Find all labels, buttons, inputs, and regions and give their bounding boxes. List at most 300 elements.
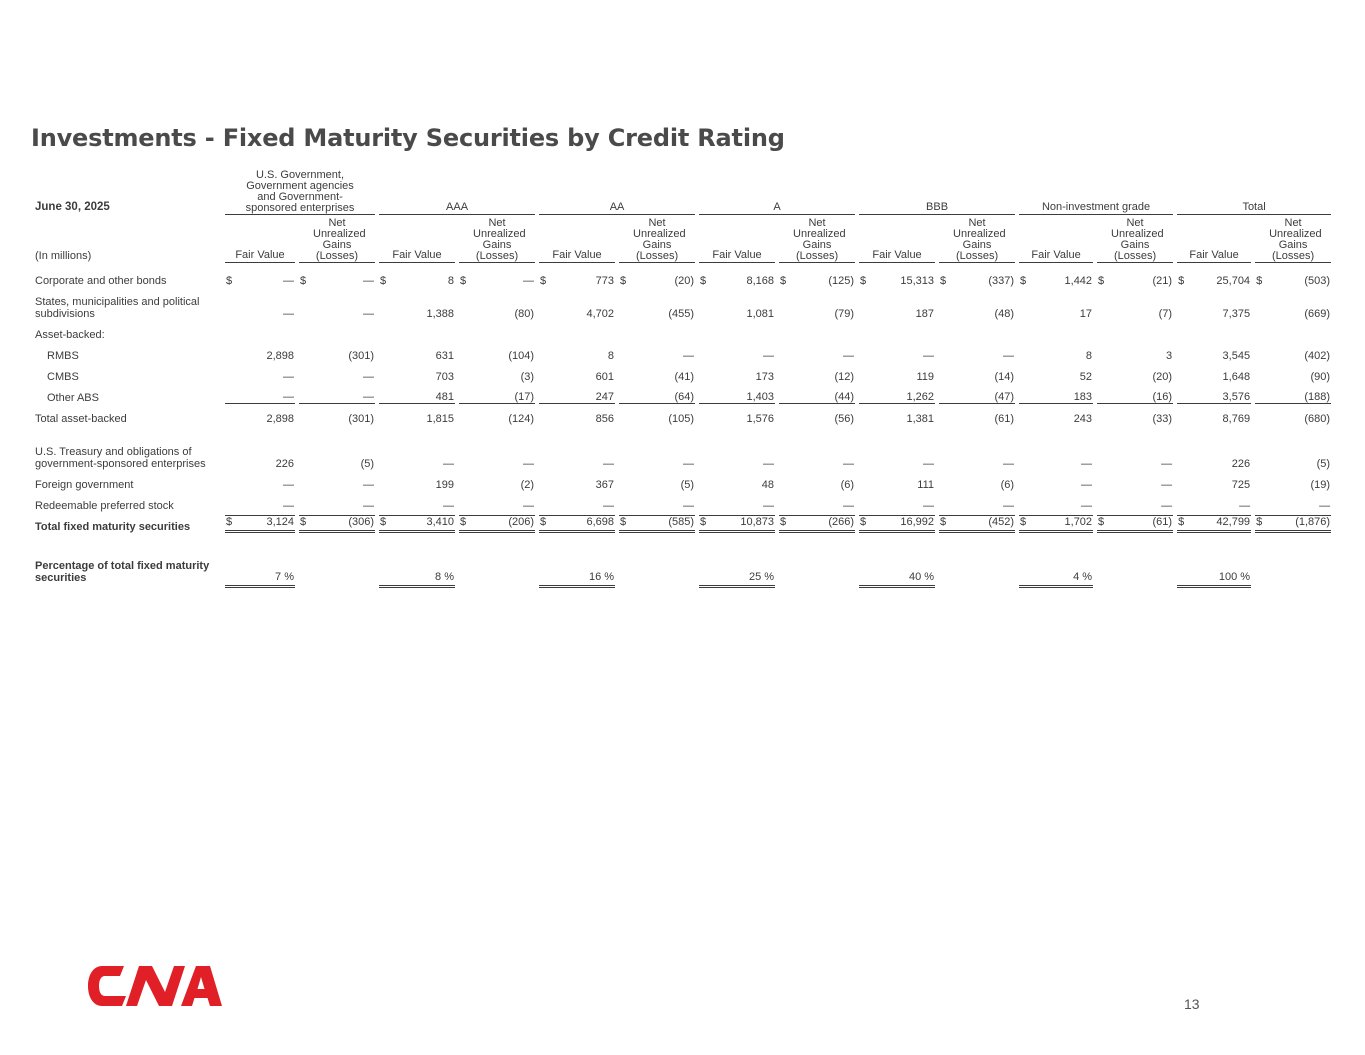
units-label: (In millions) (35, 250, 92, 262)
currency-symbol: $ (540, 516, 547, 528)
value-cell (697, 491, 777, 512)
sub-header-label: Fair Value (859, 250, 935, 263)
value-cell (297, 512, 377, 533)
cell-value: 3,124 (266, 516, 294, 528)
row-label: Total asset-backed (35, 413, 127, 425)
cell-value: 1,442 (1064, 275, 1093, 287)
cell-value: 10,873 (740, 516, 775, 528)
credit-rating-table (35, 170, 1333, 588)
cell-value: 1,403 (746, 391, 775, 403)
sub-header-row (35, 218, 1333, 266)
currency-symbol: $ (300, 275, 307, 287)
cell-value: (61) (1152, 516, 1173, 528)
table-row (35, 512, 1333, 533)
cell-value: 8,769 (1222, 413, 1251, 425)
value-cell (1095, 404, 1175, 425)
cell-value: (79) (834, 308, 855, 320)
sub-header-label: Fair Value (699, 250, 775, 263)
row-label: States, municipalities and political subdivisions (35, 296, 200, 320)
value-cell (457, 362, 537, 383)
value-cell (857, 362, 937, 383)
cell-value: (90) (1310, 371, 1331, 383)
value-cell (1253, 362, 1333, 383)
value-cell (937, 470, 1017, 491)
table-row (35, 320, 1333, 341)
currency-symbol: $ (620, 516, 627, 528)
value-cell (1253, 404, 1333, 425)
fair-value-header (857, 218, 937, 266)
value-cell (1253, 512, 1333, 533)
value-cell (857, 383, 937, 404)
cell-value: 703 (435, 371, 455, 383)
value-cell (377, 287, 457, 320)
sub-header-label: Fair Value (539, 250, 615, 263)
value-cell (537, 341, 617, 362)
cell-value: — (763, 350, 775, 362)
sub-header-label: Net Unrealized Gains (Losses) (1255, 218, 1331, 263)
cna-logo (86, 964, 224, 1008)
sub-header-label: Fair Value (1177, 250, 1251, 263)
cell-value: — (283, 371, 294, 383)
percentage-cell (857, 551, 937, 588)
value-cell (1253, 341, 1333, 362)
value-cell (857, 341, 937, 362)
value-cell (1095, 362, 1175, 383)
cell-value: 111 (917, 479, 935, 491)
cell-value: 1,815 (426, 413, 455, 425)
cell-value: (680) (1304, 413, 1331, 425)
cell-value: (5) (680, 479, 695, 491)
cell-value: (124) (508, 413, 535, 425)
value-cell (857, 266, 937, 287)
value-cell (617, 266, 697, 287)
cell-value: 367 (595, 479, 615, 491)
cell-value: (14) (994, 371, 1015, 383)
cell-value: — (283, 275, 294, 287)
value-cell (857, 287, 937, 320)
cell-value: 4,702 (586, 308, 615, 320)
cell-value: — (1081, 500, 1093, 512)
sub-header-label: Fair Value (1019, 250, 1093, 263)
value-cell (1253, 383, 1333, 404)
value-cell (457, 320, 537, 341)
currency-symbol: $ (1178, 516, 1185, 528)
value-cell (1017, 266, 1095, 287)
cell-value: — (603, 458, 615, 470)
cell-value: — (763, 500, 775, 512)
value-cell (1175, 266, 1253, 287)
row-label: Redeemable preferred stock (35, 500, 174, 512)
cell-value: 183 (1073, 391, 1093, 403)
value-cell (777, 320, 857, 341)
empty-cell (1253, 551, 1333, 588)
value-cell (223, 266, 297, 287)
fair-value-header (223, 218, 297, 266)
cell-value: (402) (1304, 350, 1331, 362)
net-unrealized-header (297, 218, 377, 266)
value-cell (377, 266, 457, 287)
currency-symbol: $ (380, 275, 387, 287)
date-label: June 30, 2025 (35, 201, 110, 213)
value-cell (1017, 383, 1095, 404)
value-cell (1017, 404, 1095, 425)
value-cell (1017, 287, 1095, 320)
value-cell (377, 512, 457, 533)
value-cell (1095, 341, 1175, 362)
value-cell (537, 362, 617, 383)
cell-value: — (283, 391, 294, 403)
currency-symbol: $ (860, 516, 867, 528)
currency-symbol: $ (380, 516, 387, 528)
currency-symbol: $ (226, 275, 233, 287)
percentage-value: 16 % (588, 571, 615, 583)
empty-cell (777, 551, 857, 588)
percentage-cell (697, 551, 777, 588)
value-cell (223, 491, 297, 512)
value-cell (697, 470, 777, 491)
value-cell (223, 437, 297, 470)
cell-value: — (683, 500, 695, 512)
cell-value: (337) (988, 275, 1015, 287)
sub-header-label: Net Unrealized Gains (Losses) (939, 218, 1015, 263)
cell-value: 3 (1165, 350, 1173, 362)
currency-symbol: $ (1178, 275, 1185, 287)
cell-value: (5) (1316, 458, 1331, 470)
row-label: U.S. Treasury and obligations of government-sponsored enterprises (35, 446, 206, 470)
percentage-value: 4 % (1073, 571, 1093, 583)
cell-value: 631 (435, 350, 455, 362)
value-cell (1095, 266, 1175, 287)
currency-symbol: $ (620, 275, 627, 287)
value-cell (697, 320, 777, 341)
percentage-value: 25 % (748, 571, 775, 583)
value-cell (937, 266, 1017, 287)
cell-value: (125) (828, 275, 855, 287)
value-cell (777, 437, 857, 470)
value-cell (1175, 404, 1253, 425)
cell-value: (48) (994, 308, 1015, 320)
cell-value: 1,576 (746, 413, 775, 425)
cell-value: — (1003, 500, 1015, 512)
cell-value: 1,702 (1064, 516, 1093, 528)
cell-value: 8,168 (746, 275, 775, 287)
cell-value: 16,992 (900, 516, 935, 528)
currency-symbol: $ (460, 275, 467, 287)
cell-value: 187 (915, 308, 935, 320)
value-cell (457, 287, 537, 320)
cell-value: 2,898 (266, 350, 294, 362)
cell-value: 48 (761, 479, 775, 491)
cell-value: (3) (520, 371, 535, 383)
cell-value: — (1081, 479, 1093, 491)
cell-value: — (1239, 500, 1251, 512)
cell-value: (12) (834, 371, 855, 383)
currency-symbol: $ (540, 275, 547, 287)
cell-value: 2,898 (266, 413, 294, 425)
value-cell (377, 341, 457, 362)
fair-value-header (697, 218, 777, 266)
sub-header-label: Fair Value (225, 250, 295, 263)
value-cell (457, 491, 537, 512)
table-row (35, 266, 1333, 287)
value-cell (1017, 491, 1095, 512)
empty-cell (1095, 551, 1175, 588)
value-cell (457, 266, 537, 287)
value-cell (937, 383, 1017, 404)
value-cell (1175, 362, 1253, 383)
value-cell (377, 470, 457, 491)
value-cell (777, 470, 857, 491)
row-label: Foreign government (35, 479, 134, 491)
currency-symbol: $ (1098, 516, 1105, 528)
cell-value: (266) (828, 516, 855, 528)
cell-value: 42,799 (1216, 516, 1251, 528)
cell-value: (188) (1304, 391, 1331, 403)
empty-cell (457, 551, 537, 588)
group-header-label: Total (1177, 202, 1331, 215)
cell-value: 1,388 (426, 308, 455, 320)
value-cell (377, 320, 457, 341)
value-cell (777, 512, 857, 533)
cell-value: (80) (514, 308, 535, 320)
value-cell (223, 362, 297, 383)
sub-header-label: Net Unrealized Gains (Losses) (1097, 218, 1173, 263)
currency-symbol: $ (700, 516, 707, 528)
cell-value: — (523, 500, 535, 512)
cell-value: — (843, 350, 855, 362)
currency-symbol: $ (460, 516, 467, 528)
cell-value: 6,698 (586, 516, 615, 528)
cell-value: 8 (607, 350, 615, 362)
value-cell (1253, 287, 1333, 320)
group-header-label: BBB (859, 202, 1015, 215)
currency-symbol: $ (780, 516, 787, 528)
fair-value-header (537, 218, 617, 266)
cell-value: (56) (834, 413, 855, 425)
value-cell (1095, 383, 1175, 404)
value-cell (857, 470, 937, 491)
page-title: Investments - Fixed Maturity Securities by Credit Rating (31, 124, 785, 152)
percentage-value: 100 % (1218, 571, 1251, 583)
value-cell (777, 491, 857, 512)
cell-value: — (1161, 500, 1173, 512)
value-cell (1175, 512, 1253, 533)
value-cell (697, 341, 777, 362)
cell-value: — (363, 275, 375, 287)
group-header-3 (697, 170, 857, 218)
value-cell (297, 470, 377, 491)
value-cell (537, 320, 617, 341)
cell-value: — (363, 479, 375, 491)
sub-header-label: Net Unrealized Gains (Losses) (779, 218, 855, 263)
value-cell (537, 266, 617, 287)
group-header-label: U.S. Government, Government agencies and Government-sponsored enterprises (225, 170, 375, 215)
cell-value: (44) (834, 391, 855, 403)
sub-header-label: Net Unrealized Gains (Losses) (459, 218, 535, 263)
value-cell (617, 383, 697, 404)
net-unrealized-header (457, 218, 537, 266)
value-cell (457, 437, 537, 470)
cell-value: — (363, 391, 375, 403)
cell-value: — (283, 500, 294, 512)
value-cell (937, 287, 1017, 320)
value-cell (457, 341, 537, 362)
value-cell (857, 437, 937, 470)
fair-value-header (1175, 218, 1253, 266)
cell-value: 1,262 (906, 391, 935, 403)
cell-value: (17) (514, 391, 535, 403)
group-header-6 (1175, 170, 1333, 218)
cell-value: 17 (1079, 308, 1093, 320)
table-row (35, 341, 1333, 362)
value-cell (297, 362, 377, 383)
currency-symbol: $ (1020, 516, 1027, 528)
cell-value: (7) (1158, 308, 1173, 320)
value-cell (457, 404, 537, 425)
value-cell (937, 437, 1017, 470)
cell-value: (20) (674, 275, 695, 287)
cell-value: 725 (1231, 479, 1251, 491)
value-cell (1175, 383, 1253, 404)
value-cell (697, 437, 777, 470)
value-cell (1253, 491, 1333, 512)
cell-value: — (683, 458, 695, 470)
value-cell (1095, 437, 1175, 470)
value-cell (697, 287, 777, 320)
cell-value: 8 (1085, 350, 1093, 362)
row-label: Percentage of total fixed maturity securities (35, 560, 210, 584)
empty-cell (297, 551, 377, 588)
value-cell (1017, 512, 1095, 533)
cell-value: 773 (595, 275, 615, 287)
value-cell (697, 404, 777, 425)
value-cell (297, 341, 377, 362)
value-cell (1175, 491, 1253, 512)
table-row (35, 404, 1333, 425)
value-cell (223, 383, 297, 404)
value-cell (223, 287, 297, 320)
value-cell (297, 383, 377, 404)
value-cell (857, 491, 937, 512)
cell-value: (669) (1304, 308, 1331, 320)
cell-value: (61) (994, 413, 1015, 425)
table-row (35, 287, 1333, 320)
value-cell (297, 266, 377, 287)
value-cell (377, 404, 457, 425)
cell-value: 3,545 (1222, 350, 1251, 362)
group-header-label: AA (539, 202, 695, 215)
value-cell (297, 491, 377, 512)
cell-value: (455) (668, 308, 695, 320)
cell-value: — (443, 458, 455, 470)
currency-symbol: $ (780, 275, 787, 287)
cell-value: (5) (360, 458, 375, 470)
value-cell (1017, 320, 1095, 341)
cell-value: — (523, 275, 535, 287)
net-unrealized-header (617, 218, 697, 266)
net-unrealized-header (937, 218, 1017, 266)
value-cell (223, 320, 297, 341)
cell-value: 15,313 (900, 275, 935, 287)
cell-value: (104) (508, 350, 535, 362)
group-header-label: A (699, 202, 855, 215)
group-header-1 (377, 170, 537, 218)
value-cell (377, 383, 457, 404)
cell-value: — (923, 458, 935, 470)
value-cell (697, 383, 777, 404)
value-cell (1253, 320, 1333, 341)
percentage-cell (1175, 551, 1253, 588)
cell-value: — (363, 308, 375, 320)
cell-value: — (1003, 350, 1015, 362)
cell-value: (585) (668, 516, 695, 528)
cell-value: — (603, 500, 615, 512)
cell-value: 247 (595, 391, 615, 403)
cell-value: (19) (1310, 479, 1331, 491)
value-cell (857, 320, 937, 341)
cell-value: — (683, 350, 695, 362)
cell-value: (20) (1152, 371, 1173, 383)
table-row (35, 362, 1333, 383)
page-number: 13 (1184, 996, 1200, 1012)
cell-value: 199 (435, 479, 455, 491)
cell-value: — (923, 350, 935, 362)
value-cell (537, 491, 617, 512)
currency-symbol: $ (1256, 275, 1263, 287)
fair-value-header (1017, 218, 1095, 266)
net-unrealized-header (1095, 218, 1175, 266)
row-label: Corporate and other bonds (35, 275, 167, 287)
sub-header-label: Net Unrealized Gains (Losses) (299, 218, 375, 263)
value-cell (537, 383, 617, 404)
cell-value: — (363, 371, 375, 383)
value-cell (617, 287, 697, 320)
cell-value: 226 (275, 458, 294, 470)
value-cell (223, 512, 297, 533)
value-cell (697, 512, 777, 533)
table-row (35, 437, 1333, 470)
currency-symbol: $ (700, 275, 707, 287)
value-cell (777, 383, 857, 404)
value-cell (1253, 266, 1333, 287)
value-cell (1095, 320, 1175, 341)
cell-value: — (523, 458, 535, 470)
value-cell (777, 341, 857, 362)
cell-value: — (1161, 458, 1173, 470)
value-cell (1175, 470, 1253, 491)
group-header-0 (223, 170, 377, 218)
cell-value: (6) (1000, 479, 1015, 491)
empty-cell (937, 551, 1017, 588)
currency-symbol: $ (940, 275, 947, 287)
cell-value: 52 (1079, 371, 1093, 383)
cell-value: — (1319, 500, 1331, 512)
value-cell (857, 404, 937, 425)
value-cell (297, 320, 377, 341)
value-cell (1175, 287, 1253, 320)
group-header-2 (537, 170, 697, 218)
value-cell (617, 320, 697, 341)
value-cell (1095, 470, 1175, 491)
cell-value: — (283, 479, 294, 491)
table-row (35, 470, 1333, 491)
currency-symbol: $ (940, 516, 947, 528)
row-label: Total fixed maturity securities (35, 521, 191, 533)
value-cell (223, 341, 297, 362)
table-row (35, 491, 1333, 512)
cell-value: (503) (1304, 275, 1331, 287)
net-unrealized-header (1253, 218, 1333, 266)
